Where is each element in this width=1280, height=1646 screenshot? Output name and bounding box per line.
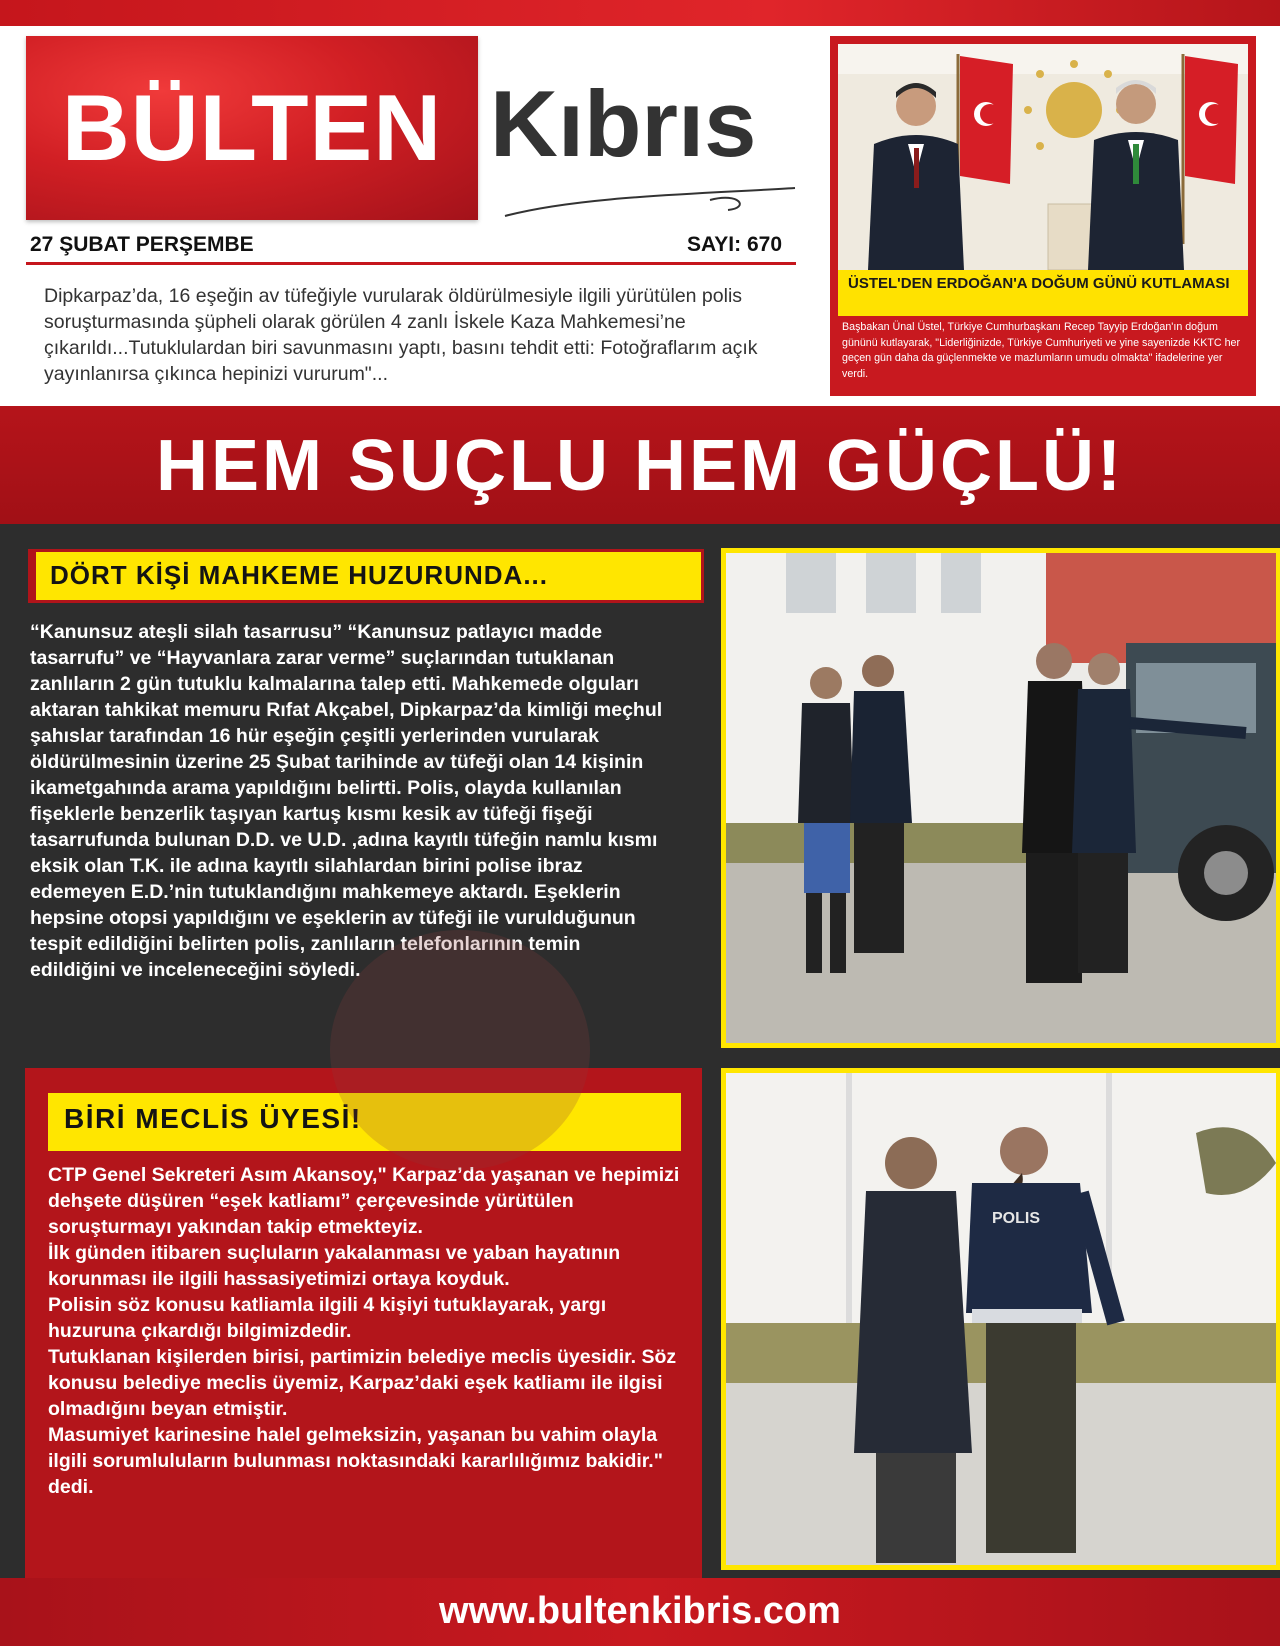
issue-date: 27 ŞUBAT PERŞEMBE bbox=[30, 233, 254, 256]
sidebar-photo bbox=[838, 44, 1248, 270]
story1-body: “Kanunsuz ateşli silah tasarrusu” “Kanunsuz patlayıcı madde tasarrufu” ve “Hayvanlara zarar verme” suçlarından tutuklanan zanlıların 2 gün tutuklu kalmalarına talep etti. Mahkemede olguları aktaran tahkikat memuru Rıfat Akçabel, Dipkarpaz’da kimliği meçhul şahıslar tarafından 16 hür eşeğin çeşitli yerlerinden vurularak öldürülmesinin üzerine 25 Şubat tarihinde av tüfeği olan 14 kişinin ikametgahında arama yapıldığını belirtti. Polis, olayda kullanılan fişeklerle benzerlik taşıyan kartuş kısmı kesik av tüfeği fişeği tasarrufunda bulunan D.D. ve U.D. ,adına kayıtlı tüfeğin namlu kısmı eksik olan T.K. ile adına kayıtlı silahlardan birini polise ibraz edemeyen E.D.’nin tutuklandığını mahkemeye aktardı. Eşeklerin hepsine otopsi yapıldığını ve eşeklerin av tüfeği ile vurulduğunun tespit edildiğini belirten polis, zanlıların telefonlarının temin edildiğini ve inceleneceğini söyledi. bbox=[30, 621, 663, 981]
story1-label: DÖRT KİŞİ MAHKEME HUZURUNDA... bbox=[28, 549, 704, 603]
photo-suspects-escort-2 bbox=[721, 1068, 1280, 1570]
logo-swoosh bbox=[500, 186, 800, 226]
photo-suspects-escort-1 bbox=[721, 548, 1280, 1048]
logo-bulten: BÜLTEN bbox=[61, 75, 443, 180]
photo2-illustration bbox=[726, 1073, 1276, 1565]
sidebar-headline: ÜSTEL'DEN ERDOĞAN'A DOĞUM GÜNÜ KUTLAMASI bbox=[838, 270, 1248, 316]
story2-label: BİRİ MECLİS ÜYESİ! bbox=[48, 1093, 681, 1151]
sidebar-news-box bbox=[830, 36, 1256, 396]
sidebar-body: Başbakan Ünal Üstel, Türkiye Cumhurbaşkanı Recep Tayyip Erdoğan'ın doğum gününü kutlayarak, "Liderliğinizde, Türkiye Cumhuriyeti ve yine sayenizde KKTC her geçen gün daha da güçlenmekte ve mazlumların umudu olmakta" ifadelerine yer verdi. bbox=[842, 321, 1241, 380]
story2-body: CTP Genel Sekreteri Asım Akansoy," Karpaz’da yaşanan ve hepimizi dehşete düşüren “eşek katliamı” çerçevesinde yürütülen soruşturmayı yakından takip etmekteyiz. İlk günden itibaren suçluların yakalanması ve yaban hayatının korunması ile ilgili hassasiyetimizi ortaya koyduk. Polisin söz konusu katliamla ilgili 4 kişiyi tutuklayarak, yargı huzuruna çıkardığı bilgimizdedir. Tutuklanan kişilerden birisi, partimizin belediye meclis üyesidir. Söz konusu belediye meclis üyemiz, Karpaz’daki eşek katliamı ile ilgisi olmadığını beyan etmiştir. Masumiyet karinesine halel gelmeksizin, yaşanan bu vahim olayla ilgili sorumluluların bulunması noktasındaki kararlılığımız bakidir." dedi. bbox=[48, 1164, 680, 1498]
dateline bbox=[26, 230, 796, 260]
watermark-seal bbox=[330, 930, 590, 1170]
dateline-rule bbox=[26, 262, 796, 265]
vest-text: POLIS bbox=[992, 1210, 1041, 1227]
sidebar-photo-illustration bbox=[838, 44, 1248, 270]
lead-paragraph: Dipkarpaz’da, 16 eşeğin av tüfeğiyle vurularak öldürülmesiyle ilgili yürütülen polis soruşturmasında şüpheli olarak görülen 4 zanlı İskele Kaza Mahkemesi’ne çıkarıldı...Tutuklulardan biri savunmasını yaptı, basını tehdit etti: Fotoğraflarım açık yayınlanırsa çıkınca hepinizi vururum"... bbox=[44, 285, 758, 385]
main-headline: HEM SUÇLU HEM GÜÇLÜ! bbox=[156, 426, 1124, 506]
issue-number: SAYI: 670 bbox=[687, 233, 782, 256]
photo1-illustration bbox=[726, 553, 1276, 1043]
logo-kibris: Kıbrıs bbox=[490, 71, 757, 176]
top-band bbox=[0, 0, 1280, 26]
footer-website-link[interactable]: www.bultenkibris.com bbox=[439, 1590, 841, 1632]
